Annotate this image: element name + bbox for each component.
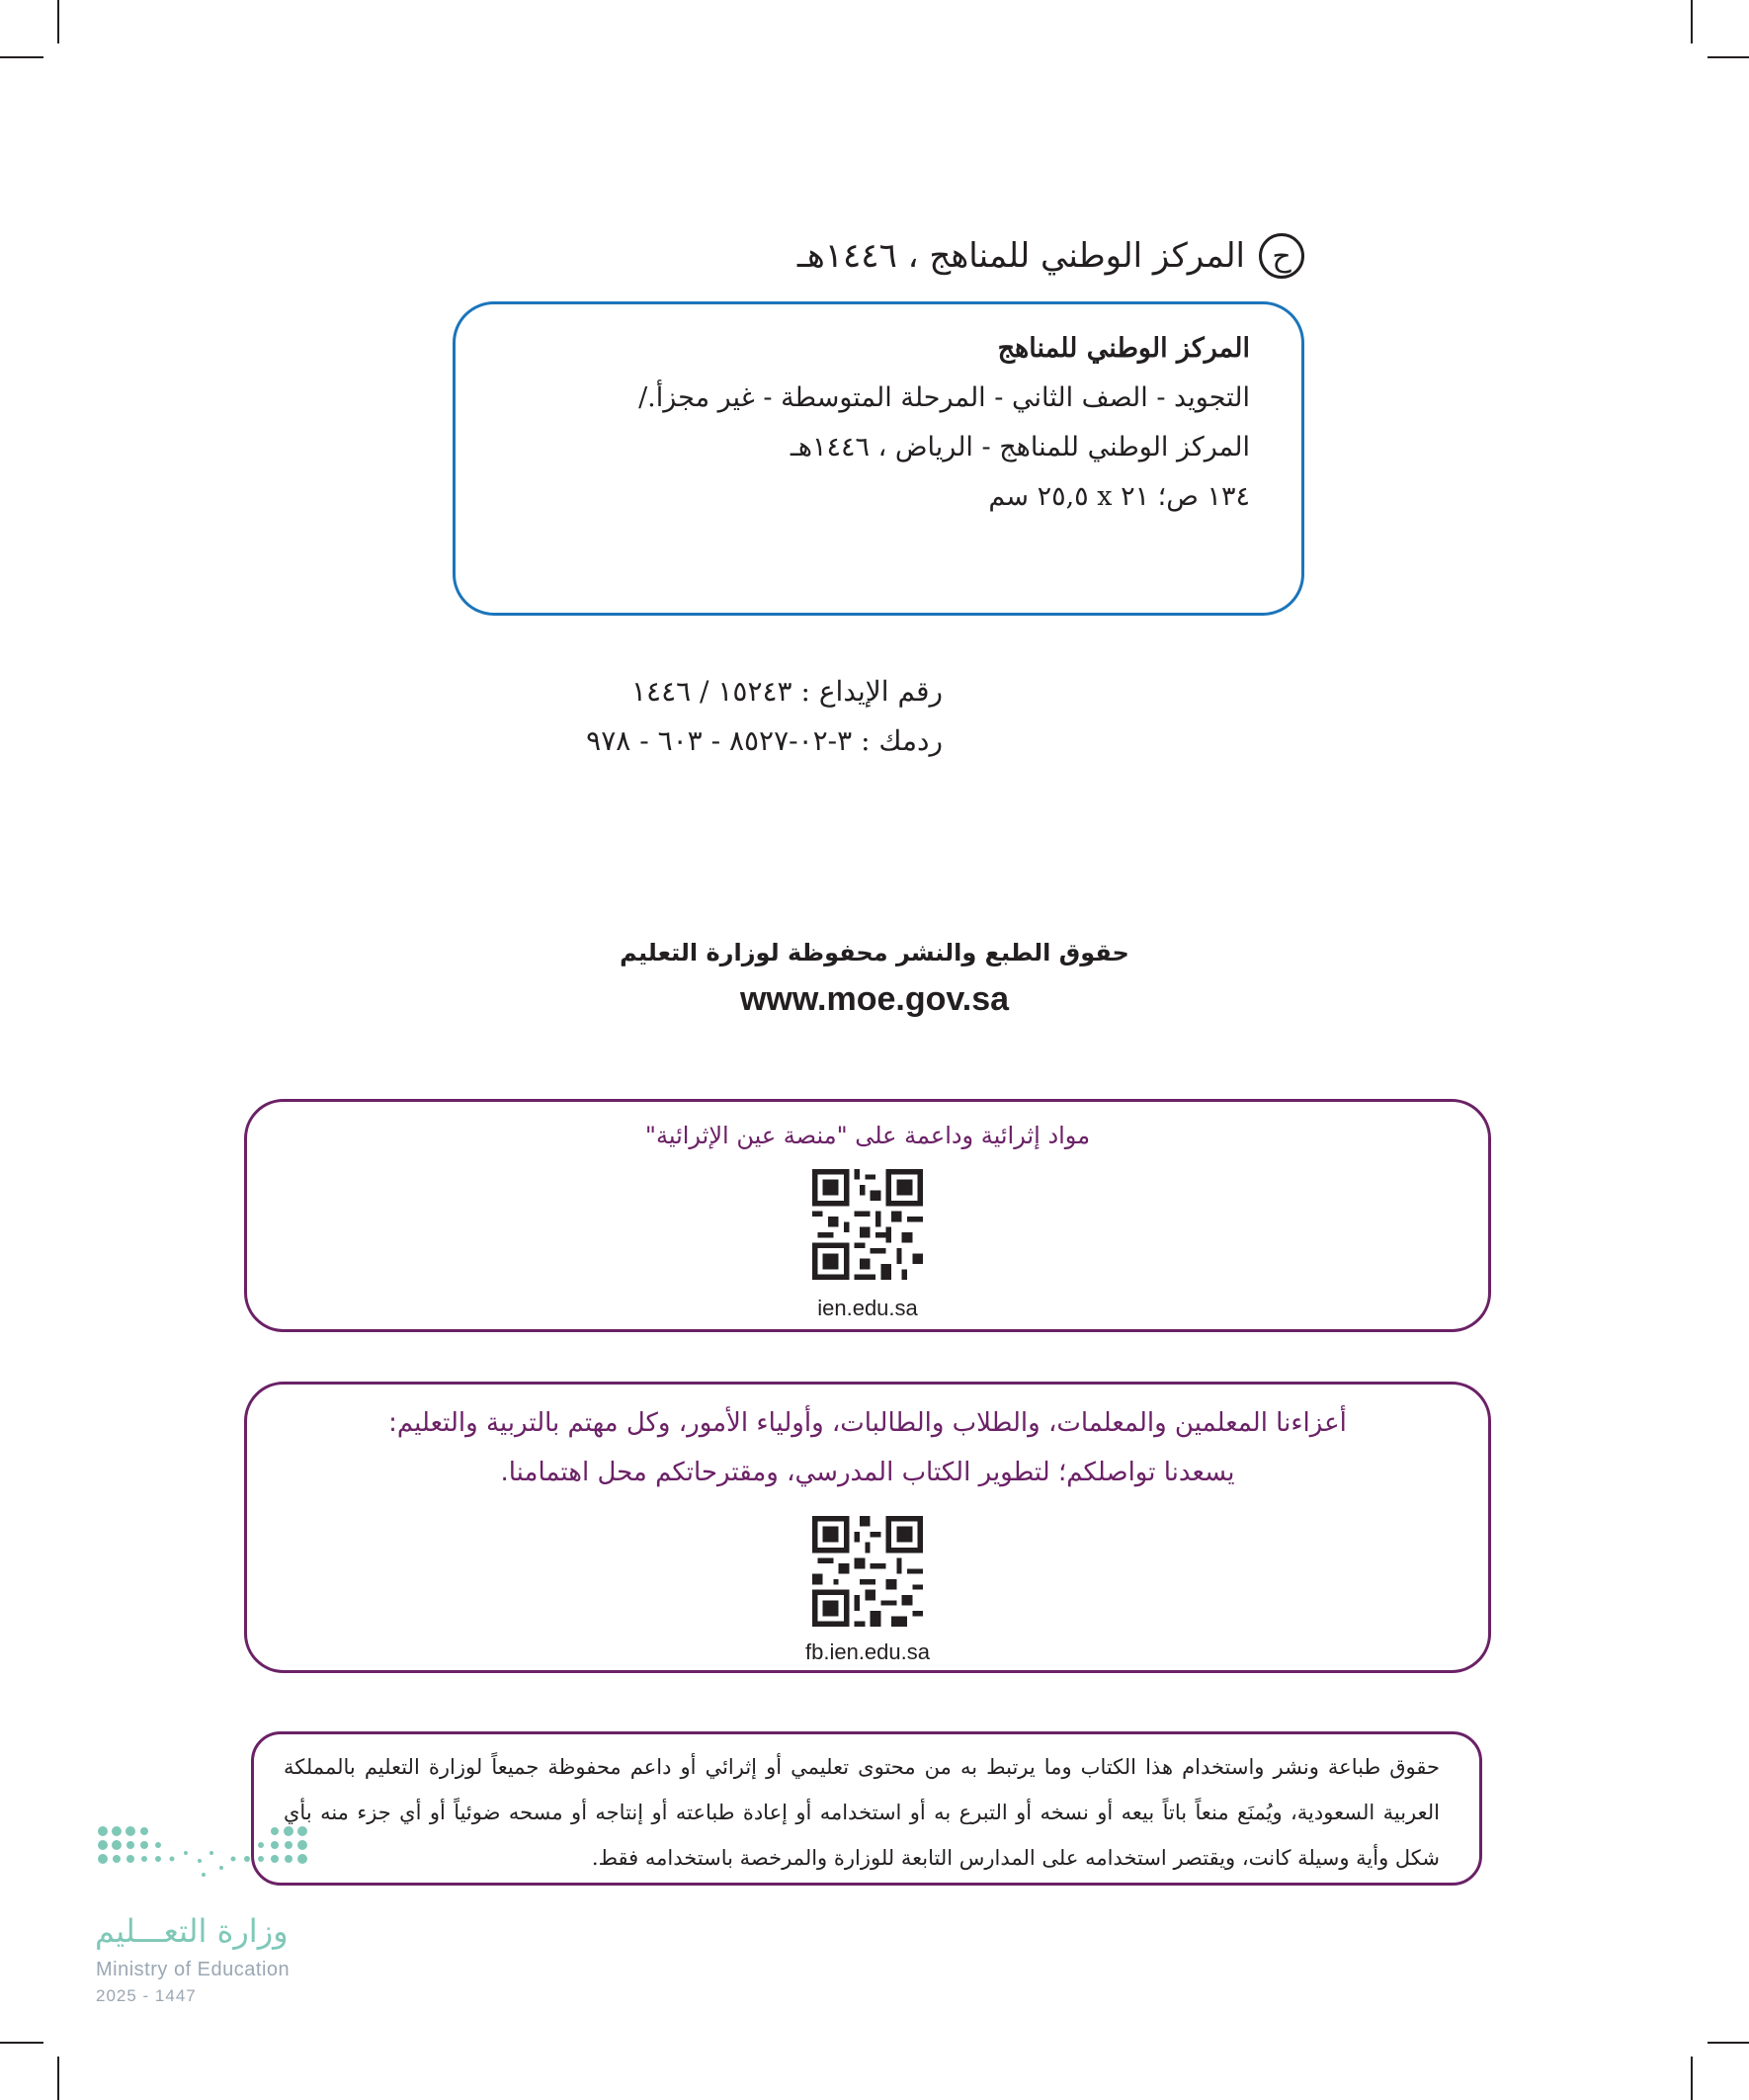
qr-caption[interactable]: fb.ien.edu.sa (805, 1639, 930, 1664)
cataloging-lines (638, 324, 1250, 522)
crop-mark (1691, 0, 1693, 43)
cataloging-line: المركز الوطني للمناهج (997, 333, 1250, 364)
website-link[interactable]: www.moe.gov.sa (739, 980, 1010, 1018)
ministry-name-arabic: وزارة التعـــليم (95, 1912, 289, 1950)
feedback-line: يسعدنا تواصلكم؛ لتطوير الكتاب المدرسي، ومقترحاتكم محل اهتمامنا. (500, 1458, 1235, 1487)
legal-notice-text: حقوق طباعة ونشر واستخدام هذا الكتاب وما يرتبط به من محتوى تعليمي أو إثرائي أو داعم محفوظة جميعاً لوزارة التعليم بالمملكة العربية السعودية، ويُمنَع منعاً باتاً بيعه أو نسخه أو التبرع به أو استخدامه أو إعادة طباعته أو إنتاجه أو مسحه ضوئياً أو أي جزء منه بأي شكل وأية وسيلة كانت، ويقتصر استخدامه على المدارس التابعة للوزارة والمرخصة باستخدامه فقط. (284, 1755, 1440, 1870)
feedback-box (244, 1382, 1491, 1673)
deposit-number: رقم الإيداع : ١٥٢٤٣ / ١٤٤٦ (631, 675, 943, 708)
crop-mark (1691, 2057, 1693, 2100)
cataloging-line: التجويد - الصف الثاني - المرحلة المتوسطة - غير مجزأ./ (638, 382, 1250, 413)
isbn: ردمك : ٣-٠٢-٨٥٢٧ - ٦٠٣ - ٩٧٨ (586, 724, 943, 757)
crop-mark (57, 0, 59, 43)
crop-mark (0, 56, 43, 58)
copyright-text: المركز الوطني للمناهج ، ١٤٤٦هـ (796, 236, 1245, 276)
ministry-year: 2025 - 1447 (96, 1986, 197, 2005)
qr-caption[interactable]: ien.edu.sa (817, 1296, 918, 1320)
copyright-symbol-icon: ح (1259, 233, 1304, 279)
qr-code-icon[interactable] (812, 1169, 923, 1280)
rights-title: حقوق الطبع والنشر محفوظة لوزارة التعليم (620, 939, 1129, 966)
cataloging-box (453, 301, 1304, 616)
enrichment-heading: مواد إثرائية وداعمة على "منصة عين الإثرائية" (644, 1122, 1091, 1149)
cataloging-line: المركز الوطني للمناهج - الرياض ، ١٤٤٦هـ (790, 432, 1250, 462)
crop-mark (1707, 2042, 1749, 2044)
legal-notice-box (251, 1731, 1482, 1886)
crop-mark (1707, 56, 1749, 58)
ministry-dots-logo-icon (95, 1823, 322, 1912)
crop-mark (57, 2057, 59, 2100)
copyright-line (797, 233, 1304, 279)
feedback-line: أعزاءنا المعلمين والمعلمات، والطلاب والطالبات، وأولياء الأمور، وكل مهتم بالتربية والتعليم: (388, 1408, 1347, 1438)
ministry-name-english: Ministry of Education (96, 1959, 291, 1980)
qr-code-icon[interactable] (812, 1516, 923, 1627)
crop-mark (0, 2042, 43, 2044)
enrichment-box (244, 1099, 1491, 1332)
cataloging-line: ١٣٤ ص؛ ٢١ x ٢٥,٥ سم (988, 481, 1250, 512)
deposit-info (586, 667, 943, 766)
